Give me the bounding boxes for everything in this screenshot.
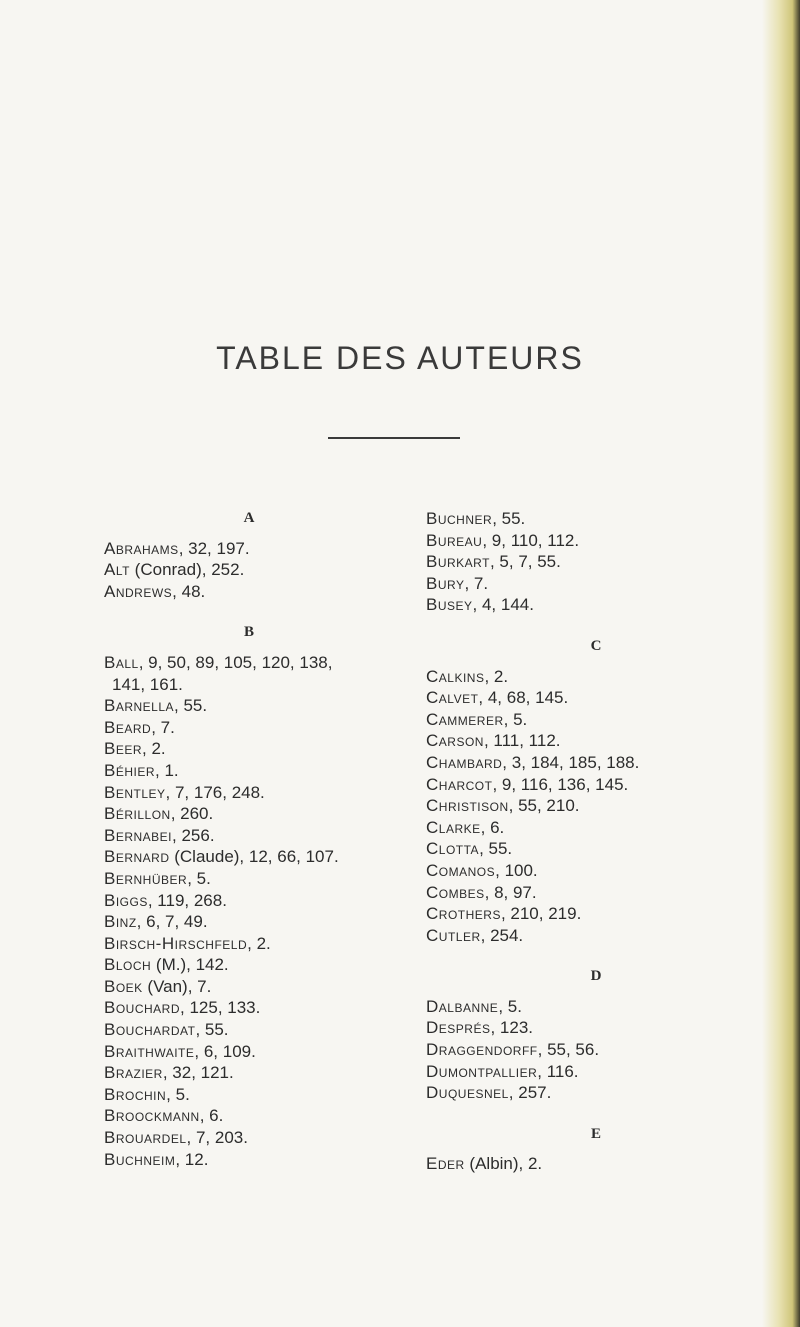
author-name: Christison [426, 796, 509, 816]
author-name: Buchner [426, 509, 493, 528]
left-column [104, 508, 394, 1170]
index-entry [426, 860, 766, 882]
author-name: Calkins [426, 666, 485, 686]
page-references: , 5. [503, 709, 528, 729]
page-references: , 2. [484, 666, 509, 686]
page-references: (Van), 7. [142, 976, 212, 996]
page-references: , 254. [480, 925, 524, 945]
index-entry [426, 1082, 766, 1104]
index-entry [104, 868, 394, 890]
index-entry [104, 1149, 394, 1171]
page-references: , 55. [492, 509, 526, 528]
index-entry [426, 752, 766, 774]
page-references: , 111, 112. [483, 731, 561, 751]
index-entry [104, 1062, 394, 1084]
author-name: Dalbanne [426, 996, 499, 1016]
author-name: Broockmann [104, 1106, 200, 1126]
index-entry [426, 730, 766, 752]
page-references: , 6. [199, 1106, 224, 1126]
author-name: Andrews [104, 581, 173, 601]
page-references: , 55. [195, 1020, 229, 1040]
index-entry [426, 838, 766, 860]
page-references: , 7. [464, 573, 489, 593]
author-name: Bouchardat [104, 1020, 196, 1040]
author-name: Cammerer [426, 709, 504, 729]
page-references: , 55. [479, 839, 513, 859]
page-references: , 9, 50, 89, 105, 120, 138, [138, 652, 333, 672]
author-name: Boek [104, 976, 143, 996]
section-letter: C [590, 637, 602, 654]
page-references: , 5. [166, 1084, 190, 1104]
page-references: , 2. [247, 933, 271, 953]
index-entry [426, 530, 766, 552]
author-name: Clotta [426, 839, 480, 859]
author-name: Cutler [426, 925, 481, 945]
author-name: Braithwaite [104, 1041, 195, 1061]
title-rule [328, 437, 460, 439]
author-name: Abrahams [104, 538, 179, 558]
author-name: Brouardel [104, 1128, 187, 1148]
page-references: , 210, 219. [500, 904, 582, 924]
letter-gap [426, 658, 766, 666]
author-name: Eder [426, 1154, 465, 1174]
index-entry [104, 976, 394, 998]
index-entry [104, 997, 394, 1019]
index-entry [104, 1084, 394, 1106]
page-references: , 7, 203. [186, 1128, 248, 1148]
page-references: , 123. [490, 1018, 534, 1038]
page-references: , 12. [175, 1149, 209, 1169]
author-name: Carson [426, 731, 484, 751]
index-entry [426, 817, 766, 839]
author-name: Bentley [104, 782, 166, 802]
page-references: , 9, 116, 136, 145. [492, 774, 629, 794]
author-name: Chambard [426, 752, 503, 772]
index-entry [104, 695, 394, 717]
section-gap [426, 616, 766, 636]
page-references: , 256. [172, 825, 215, 845]
page-references: , 119, 268. [147, 890, 227, 910]
index-entry [426, 573, 766, 595]
author-name: Busey [426, 595, 473, 615]
page-title: TABLE DES AUTEURS [216, 340, 584, 376]
index-entry [104, 803, 394, 825]
index-entry [426, 508, 766, 530]
page-references: , 32, 121. [162, 1063, 234, 1083]
page-references: , 125, 133. [180, 998, 261, 1018]
index-entry [104, 738, 394, 760]
index-entry [426, 903, 766, 925]
index-entry [104, 1041, 394, 1063]
index-entry [426, 666, 766, 688]
author-name: Béhier [104, 760, 156, 780]
letter-gap [426, 988, 766, 996]
page-references: , 5, 7, 55. [489, 552, 561, 572]
page-references: , 5. [498, 996, 522, 1016]
index-entry [104, 652, 394, 695]
page-references: , 2. [142, 739, 166, 759]
page-references: , 55, 210. [508, 796, 580, 816]
index-entry [426, 996, 766, 1018]
index-entry [104, 846, 394, 868]
author-name: Binz [104, 912, 137, 932]
index-entry [104, 1105, 394, 1127]
author-name: Duquesnel [426, 1083, 509, 1103]
page-references: , 7, 176, 248. [165, 782, 265, 802]
page-references: , 32, 197. [178, 538, 250, 558]
index-entry [104, 538, 394, 560]
author-name: Draggendorff [426, 1040, 538, 1060]
letter-gap [104, 530, 394, 538]
index-entry [426, 882, 766, 904]
author-name: Crothers [426, 904, 501, 924]
index-entry [426, 709, 766, 731]
page-references: , 257. [508, 1083, 552, 1103]
author-name: Bernard [104, 847, 170, 867]
page-references-continued: 141, 161. [112, 674, 183, 694]
page-references: , 1. [155, 760, 179, 780]
author-name: Bloch [104, 955, 152, 975]
author-name: Bérillon [104, 804, 171, 824]
index-entry [426, 795, 766, 817]
index-entry [426, 551, 766, 573]
author-name: Brazier [104, 1063, 163, 1083]
page-references: , 5. [187, 868, 211, 888]
page-references: , 260. [170, 804, 214, 824]
index-entry [426, 687, 766, 709]
index-entry [104, 825, 394, 847]
author-name: Burkart [426, 552, 490, 572]
author-name: Bury [426, 573, 465, 593]
index-entry [426, 1153, 766, 1175]
section-letter: B [243, 624, 254, 641]
index-entry [426, 1017, 766, 1039]
index-entry [104, 911, 394, 933]
index-entry [104, 559, 394, 581]
index-entry [104, 717, 394, 739]
page-references: , 9, 110, 112. [482, 530, 580, 550]
index-entry [426, 774, 766, 796]
index-entry [426, 1061, 766, 1083]
section-gap [104, 602, 394, 622]
page-references: , 55. [174, 696, 208, 716]
letter-gap [104, 644, 394, 652]
author-name: Brochin [104, 1084, 167, 1104]
author-name: Biggs [104, 890, 148, 910]
page-references: , 6, 7, 49. [136, 912, 208, 932]
author-name: Dumontpallier [426, 1061, 538, 1081]
author-name: Bouchard [104, 998, 181, 1018]
page-references: (M.), 142. [151, 955, 229, 975]
page-references: (Claude), 12, 66, 107. [169, 847, 339, 867]
page-references: , 4, 144. [472, 595, 534, 615]
section-gap [426, 946, 766, 966]
author-name: Bernhüber [104, 868, 188, 888]
index-entry [426, 925, 766, 947]
index-entry [104, 760, 394, 782]
page-references: , 48. [172, 581, 206, 601]
author-name: Calvet [426, 688, 479, 708]
page-references: , 3, 184, 185, 188. [502, 752, 640, 772]
page-references: , 55, 56. [537, 1040, 600, 1060]
author-name: Combes [426, 882, 485, 902]
author-name: Comanos [426, 860, 496, 880]
author-name: Beard [104, 717, 152, 737]
author-name: Birsch-Hirschfeld [104, 933, 248, 953]
section-gap [426, 1104, 766, 1124]
author-name: Després [426, 1018, 491, 1038]
index-entry [104, 1127, 394, 1149]
author-name: Bureau [426, 530, 483, 550]
index-entry [426, 594, 766, 616]
author-name: Barnella [104, 696, 175, 716]
right-column [426, 508, 766, 1175]
author-name: Ball [104, 652, 139, 672]
section-letter: A [243, 510, 255, 526]
page-references: , 6. [480, 817, 505, 837]
page-references: , 8, 97. [484, 882, 537, 902]
index-entry [104, 581, 394, 603]
index-entry [104, 782, 394, 804]
author-name: Alt [104, 560, 130, 580]
author-name: Buchneim [104, 1149, 176, 1169]
page-references: (Albin), 2. [464, 1154, 543, 1174]
page-references: , 6, 109. [194, 1041, 256, 1061]
index-entry [426, 1039, 766, 1061]
index-entry [104, 954, 394, 976]
page-edge-shading [762, 0, 800, 1327]
page-references: (Conrad), 252. [129, 560, 245, 580]
section-letter: E [590, 1125, 601, 1142]
page-references: , 116. [537, 1061, 579, 1081]
author-name: Bernabei [104, 825, 173, 845]
author-name: Beer [104, 739, 143, 759]
letter-gap [426, 1145, 766, 1153]
section-letter: D [590, 968, 602, 985]
author-name: Charcot [426, 774, 493, 794]
page-references: , 7. [151, 717, 175, 737]
page-references: , 4, 68, 145. [478, 688, 569, 708]
index-entry [104, 890, 394, 912]
page-references: , 100. [495, 860, 538, 880]
author-name: Clarke [426, 817, 481, 837]
index-entry [104, 933, 394, 955]
index-entry [104, 1019, 394, 1041]
